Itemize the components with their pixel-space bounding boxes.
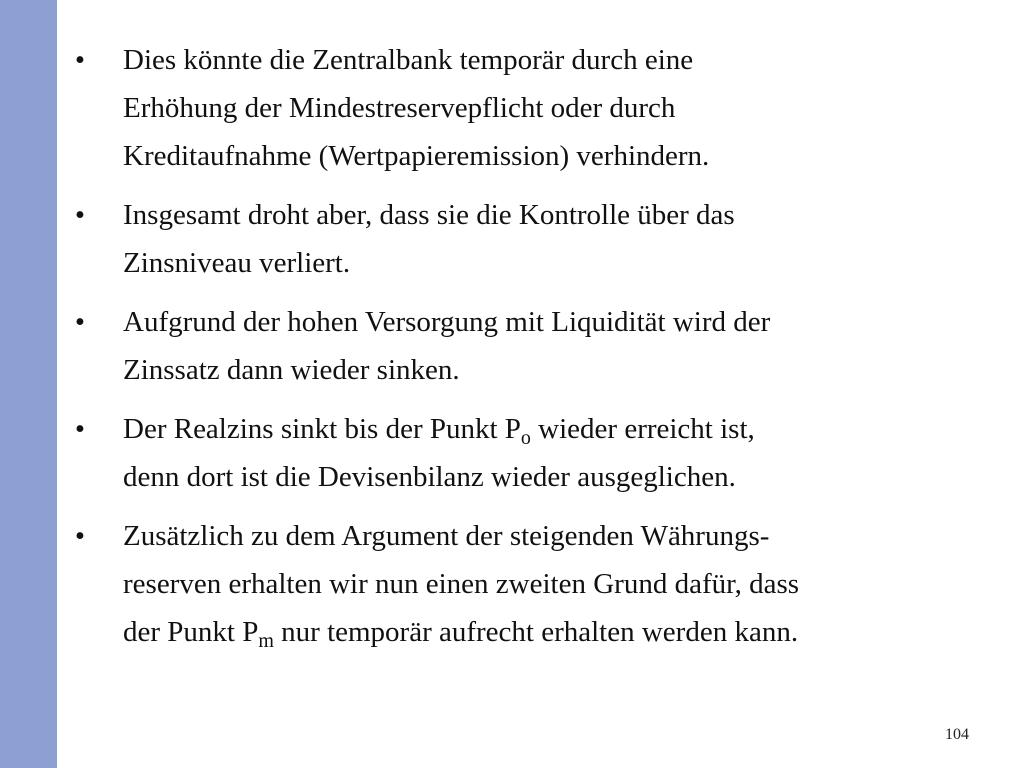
bullet-4-line-1 [123,405,1000,453]
bullet-1-line-1: Dies könnte die Zentralbank temporär durch eine [123,44,694,76]
bullet-3-line-1: Aufgrund der hohen Versorgung mit Liquidität wird der [123,306,771,338]
bullet-5-line-3-text-after: nur temporär aufrecht erhalten werden kann. [273,616,799,648]
bullet-item-4 [70,405,1000,501]
bullet-5-line-3 [123,608,1000,656]
bullet-item-1 [70,36,1000,180]
bullet-icon: • [74,520,86,552]
bullet-icon: • [74,199,86,231]
decorative-side-bar [0,0,57,768]
bullet-2-line-2: Zinsniveau verliert. [123,247,351,279]
bullet-5-line-2: reserven erhalten wir nun einen zweiten Grund dafür, dass [123,568,800,600]
subscript-m: m [258,630,274,652]
bullet-2-line-1: Insgesamt droht aber, dass sie die Kontrolle über das [123,199,735,231]
bullet-item-5 [70,512,1000,656]
bullet-4-line-1-text-before: Der Realzins sinkt bis der Punkt P [123,413,521,445]
bullet-1-line-3: Kreditaufnahme (Wertpapieremission) verhindern. [123,140,710,172]
bullet-3-line-2: Zinssatz dann wieder sinken. [123,354,460,386]
bullet-1-line-2: Erhöhung der Mindestreservepflicht oder durch [123,92,676,124]
bullet-icon: • [74,413,86,445]
subscript-o: o [520,427,531,449]
bullet-list [70,36,1000,667]
bullet-4-line-1-text-after: wieder erreicht ist, [530,413,755,445]
bullet-4-line-2: denn dort ist die Devisenbilanz wieder ausgeglichen. [123,461,736,493]
bullet-5-line-3-text-before: der Punkt P [123,616,259,648]
bullet-icon: • [74,306,86,338]
page-number: 104 [945,726,969,743]
bullet-icon: • [74,44,86,76]
bullet-item-2 [70,191,1000,287]
bullet-item-3 [70,298,1000,394]
bullet-5-line-1: Zusätzlich zu dem Argument der steigenden Währungs- [123,520,770,552]
